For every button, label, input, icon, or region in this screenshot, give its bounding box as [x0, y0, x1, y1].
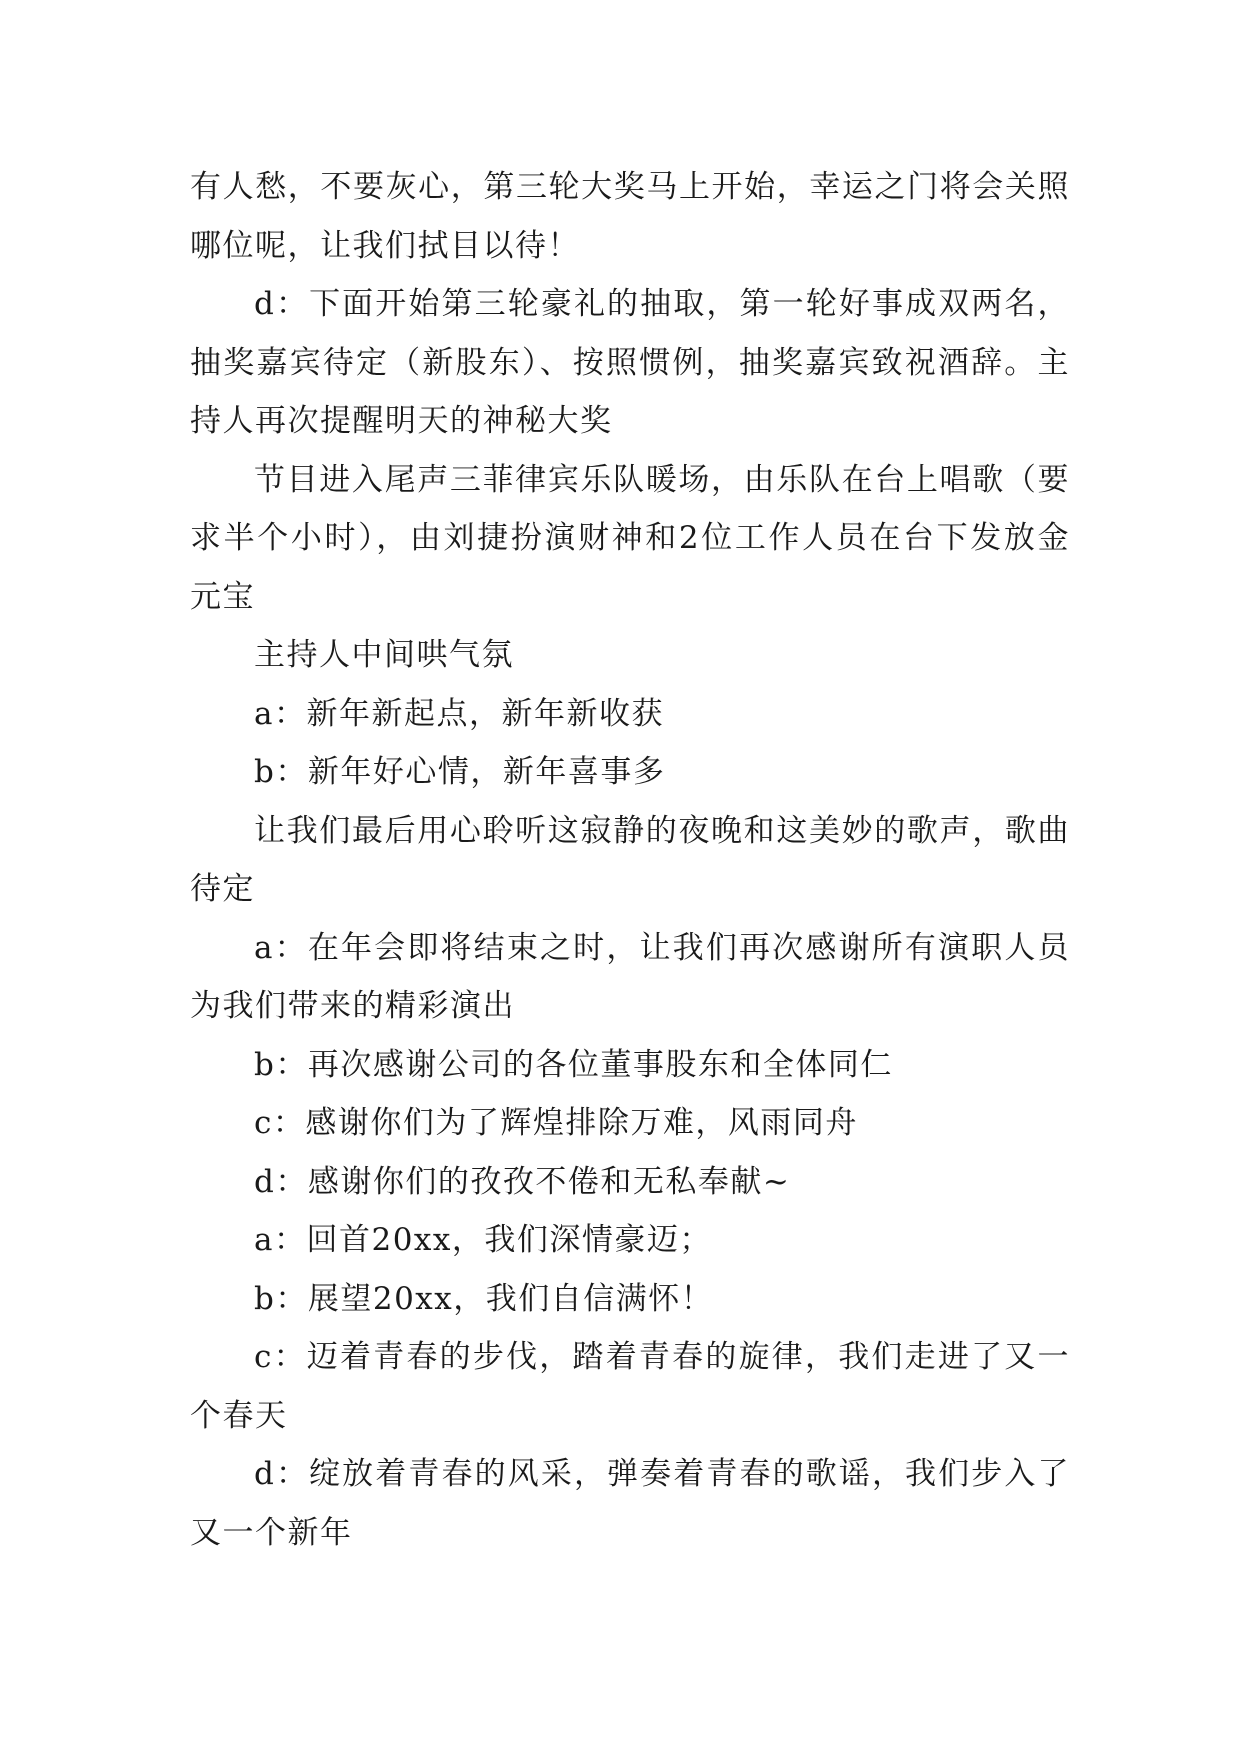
paragraph-9: b：再次感谢公司的各位董事股东和全体同仁: [254, 1046, 893, 1083]
paragraph-10: c：感谢你们为了辉煌排除万难，风雨同舟: [254, 1105, 858, 1141]
paragraph-13: b：展望20xx，我们自信满怀！: [254, 1280, 714, 1317]
paragraph-2: d：下面开始第三轮豪礼的抽取，第一轮好事成双两名，抽奖嘉宾待定（新股东）、按照惯例，抽奖嘉宾致祝酒辞。主持人再次提醒明天的神秘大奖: [190, 286, 1070, 439]
paragraph-7: 让我们最后用心聆听这寂静的夜晚和这美妙的歌声，歌曲待定: [190, 812, 1070, 907]
paragraph-5: a：新年新起点，新年新收获: [254, 695, 664, 732]
paragraph-4: 主持人中间哄气氛: [254, 637, 514, 673]
paragraph-1: 有人愁，不要灰心，第三轮大奖马上开始，幸运之门将会关照哪位呢，让我们拭目以待！: [190, 169, 1070, 264]
paragraph-12: a：回首20xx，我们深情豪迈；: [254, 1222, 712, 1258]
paragraph-11: d：感谢你们的孜孜不倦和无私奉献~: [254, 1163, 791, 1200]
paragraph-15: d：绽放着青春的风采，弹奏着青春的歌谣，我们步入了又一个新年: [190, 1456, 1070, 1551]
paragraph-3: 节目进入尾声三菲律宾乐队暖场，由乐队在台上唱歌（要求半个小时），由刘捷扮演财神和2位工作人员在台下发放金元宝: [190, 461, 1070, 615]
paragraph-6: b：新年好心情，新年喜事多: [254, 754, 666, 790]
paragraph-14: c：迈着青春的步伐，踏着青春的旋律，我们走进了又一个春天: [190, 1339, 1070, 1434]
document-page: [190, 158, 1070, 1562]
paragraph-8: a：在年会即将结束之时，让我们再次感谢所有演职人员为我们带来的精彩演出: [190, 929, 1070, 1024]
